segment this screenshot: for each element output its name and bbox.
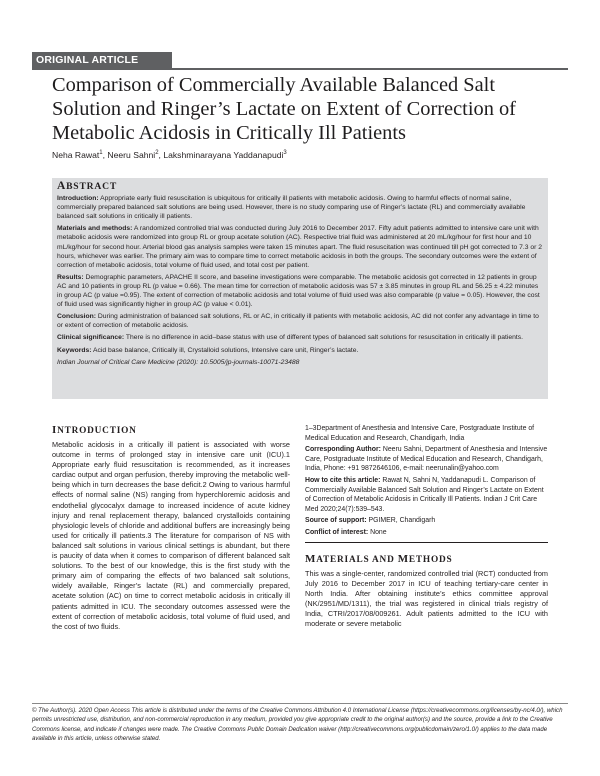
right-column	[305, 424, 548, 629]
abstract-conclusion: Conclusion: During administration of balanced salt solutions, RL or AC, in critically ill patients with metabolic acidosis, AC did not confer any advantage in time to or extent of correction of metabolic acidosis.	[57, 313, 539, 330]
footer-rule	[32, 703, 568, 704]
author-affiliation-mark: 2	[155, 150, 159, 157]
abstract-results: Results: Demographic parameters, APACHE II score, and baseline investigations were comparable. The metabolic acidosis got corrected in 12 patients in group AC and 10 patients in group RL (p value = 0.66). The mean time for correction of metabolic acidosis was 57 ± 3.85 minutes in group RL and 56.25 ± 4.22 minutes in group AC (p value =0.95). The extent of correction of metabolic acidosis and total volume of fluid used was also comparable (p value = 0.05). However, the cost of fluid used was significantly higher in group AC (p value < 0.01).	[57, 273, 540, 309]
how-to-cite: How to cite this article: Rawat N, Sahni N, Yaddanapudi L. Comparison of Commercially Available Balanced Salt Solution and Ringer’s Lactate on Extent of Correction of Metabolic Acidosis in Critically Ill Patients. Indian J Crit Care Med 2020;24(7):539–543.	[305, 476, 544, 513]
source-of-support: Source of support: PGIMER, Chandigarh	[305, 517, 436, 525]
journal-citation: Indian Journal of Critical Care Medicine (2020): 10.5005/jp-journals-10071-23488	[57, 358, 300, 366]
license-footer: © The Author(s). 2020 Open Access This article is distributed under the terms of the Creative Commons Attribution 4.0 International License (https://creativecommons.org/licenses/by-nc/4.0/), which permits unrestricted use, distribution, and non-commercial reproduction in any medium, provided you give appropriate credit to the original author(s) and the source, provide a link to the Creative Commons license, and indicate if changes were made. The Creative Commons Public Domain Dedication waiver (http://creativecommons.org/publicdomain/zero/1.0/) applies to the data made available in this article, unless otherwise stated.	[32, 707, 563, 743]
abstract-clinical-significance: Clinical significance: There is no difference in acid–base status with use of different types of balanced salt solutions for resuscitation in critically ill patients.	[57, 334, 523, 342]
author-affiliation-mark: 3	[283, 150, 287, 157]
title-line: Metabolic Acidosis in Critically Ill Patients	[52, 122, 406, 144]
methods-text: This was a single-center, randomized controlled trial (RCT) conducted from July 2016 to December 2017 in ICU of teaching tertiary-care center in North India. After obtaining institute’s ethics committee approval (NK/2951/MD/1311), the trial was registered in clinical trials registry of India, CTRI/2017/08/009261. Adult patients admitted to the ICU with moderate or severe metabolic	[305, 568, 548, 628]
methods-heading: MATERIALS AND METHODS	[305, 552, 453, 565]
title-line: Solution and Ringer’s Lactate on Extent of Correction of	[52, 98, 516, 120]
abstract-heading: ABSTRACT	[57, 180, 118, 192]
header-rule	[32, 68, 568, 70]
introduction-text: Metabolic acidosis in a critically ill patient is associated with worse outcome in terms of prolonged stay in intensive care unit (ICU).1 Appropriate early fluid resuscitation is recommended, as it increases cardiac output and organ perfusion, thereby improving the metabolic well-being which in turn decreases the base deficit.2 Owing to various harmful effects of normal saline (NS) ranging from hyperchloremic acidosis and endothelial glycocalyx damage to increased incidence of acute kidney injury and renal replacement therapy, balanced crystalloids containing physiologic levels of chloride and additional buffers are increasingly being used for critically ill patients.3 The literature for comparison of NS with balanced salt solutions in various clinical settings is abundant, but there is paucity of data when it comes to comparison of different balanced salt solutions. To the best of our knowledge, this is the first study with the primary aim of comparing the effects of two balanced salt solutions, widely available, Ringer’s lactate (RL) and commercially prepared, acetate solution (AC) on time to correct metabolic acidosis in critically ill patients admitted in ICU. The secondary outcomes assessed were the extent of correction of metabolic acidosis, total volume of fluid used, and the cost of two fluids.	[52, 440, 290, 631]
article-info	[305, 424, 548, 538]
corresponding-author: Corresponding Author: Neeru Sahni, Department of Anesthesia and Intensive Care, Postgraduate Institute of Medical Education and Research, Chandigarh, India, Phone: +91 9872646106, e-mail: neerunalin@yahoo.com	[305, 446, 548, 473]
author-affiliation-mark: 1	[99, 150, 103, 157]
affiliation: 1–3Department of Anesthesia and Intensive Care, Postgraduate Institute of Medical Education and Research, Chandigarh, India	[305, 425, 535, 442]
author-name: Neha Rawat	[52, 150, 100, 160]
abstract-methods: Materials and methods: A randomized controlled trial was conducted during July 2016 to December 2017. Fifty adult patients admitted to intensive care unit with metabolic acidosis were randomized into group RL or group acetate solution (AC). Respective trial fluid was administered at 20 mL/kg/hour for first hour and 10 mL/kg/hour for second hour. Arterial blood gas analysis samples were taken 15 minutes apart. The fluid resuscitation was continued till pH got corrected to 7.3 or 2 hours, whichever was earlier. The primary aim was to compare time to correct metabolic acidosis in both the groups. The secondary outcomes were the extent of correction of metabolic acidosis, total volume of fluid used, and total cost per patient.	[57, 225, 543, 269]
article-type-badge: ORIGINAL ARTICLE	[32, 52, 172, 68]
info-divider	[305, 542, 548, 543]
conflict-of-interest: Conflict of interest: None	[305, 528, 387, 536]
introduction-heading: INTRODUCTION	[52, 424, 137, 436]
author-list: Neha Rawat$^1$, Neeru Sahni$^2$, Lakshminarayana Yaddanapudi$^3$	[52, 150, 287, 160]
left-column	[52, 424, 290, 632]
article-title	[52, 73, 572, 145]
abstract	[57, 182, 545, 367]
author-name: Lakshminarayana Yaddanapudi	[163, 150, 284, 160]
abstract-keywords: Keywords: Acid base balance, Critically ill, Crystalloid solutions, Intensive care unit, Ringer’s lactate.	[57, 346, 359, 354]
abstract-introduction: Introduction: Appropriate early fluid resuscitation is ubiquitous for critically ill patients with metabolic acidosis. Owing to harmful effects of normal saline, commercially prepared balanced salt solutions are being used. However, there is no study comparing use of Ringer’s lactate (RL) and commercially available balanced salt solutions in critically ill patients.	[57, 195, 526, 221]
author-name: Neeru Sahni	[107, 150, 156, 160]
title-line: Comparison of Commercially Available Balanced Salt	[52, 74, 496, 96]
